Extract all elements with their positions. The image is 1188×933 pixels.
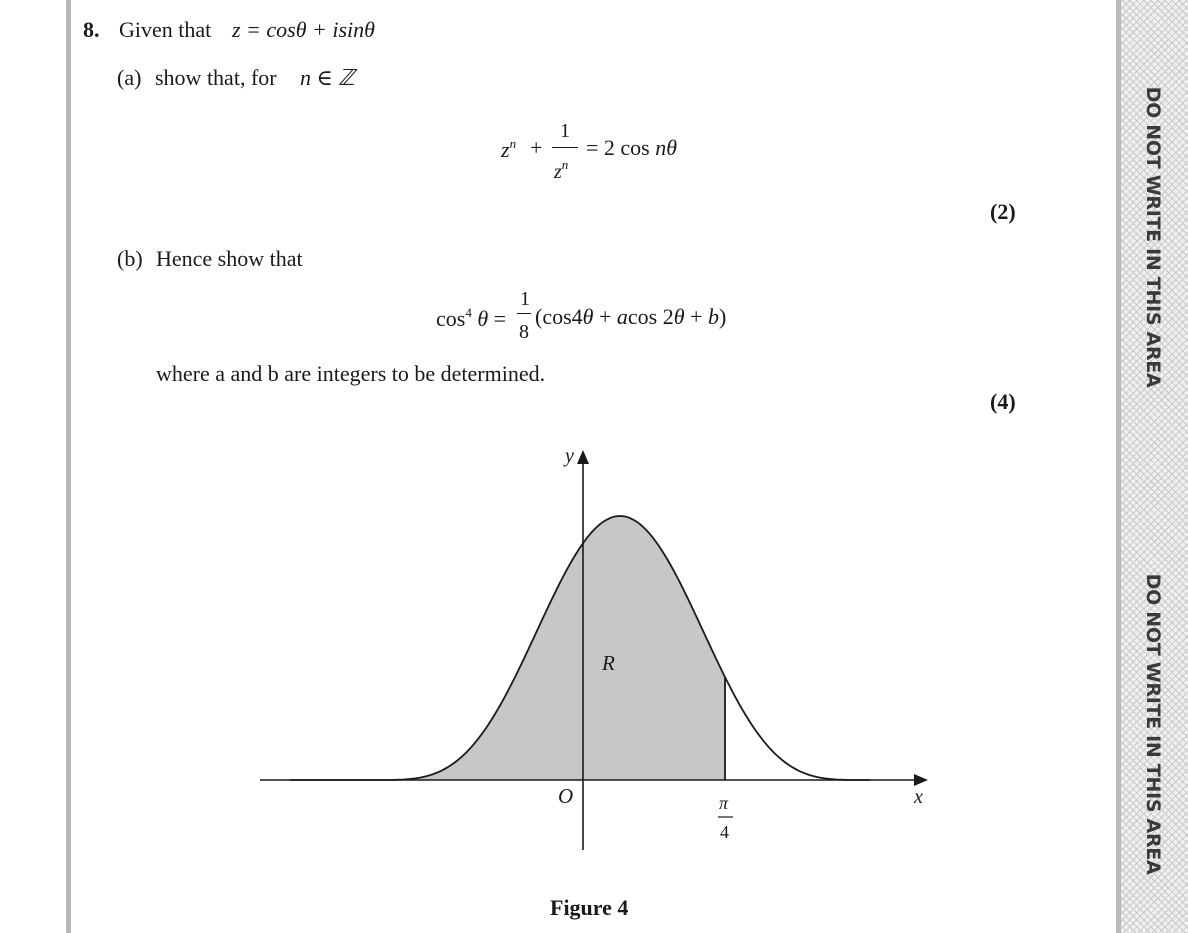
part-b-where: where a and b are integers to be determined.: [156, 361, 546, 386]
intro-equation: z = cosθ + isinθ: [232, 17, 375, 42]
origin-label: O: [558, 784, 574, 808]
part-a-text: show that, for: [155, 65, 277, 90]
y-axis-arrow: [577, 450, 589, 464]
x-axis-label: x: [914, 786, 923, 808]
part-b-marks: (4): [990, 389, 1016, 414]
part-b-label: (b): [117, 246, 143, 271]
margin-warning-lower: DO NOT WRITE IN THIS AREA: [1142, 573, 1164, 875]
part-b-text: Hence show that: [156, 246, 303, 271]
tick-four: 4: [720, 822, 729, 842]
x-axis-arrow: [914, 774, 928, 786]
figure-caption: Figure 4: [550, 895, 629, 920]
question-intro: Given that: [119, 17, 212, 42]
region-label: R: [602, 651, 615, 675]
question-number: 8.: [83, 17, 100, 42]
part-a-label: (a): [117, 65, 142, 90]
part-a-marks: (2): [990, 199, 1016, 224]
part-a-condition: n ∈ ℤ: [300, 65, 355, 90]
margin-warning-upper: DO NOT WRITE IN THIS AREA: [1142, 86, 1164, 388]
y-axis-label: y: [565, 445, 574, 467]
tick-pi: π: [719, 793, 729, 813]
shaded-region-r: [290, 516, 725, 780]
